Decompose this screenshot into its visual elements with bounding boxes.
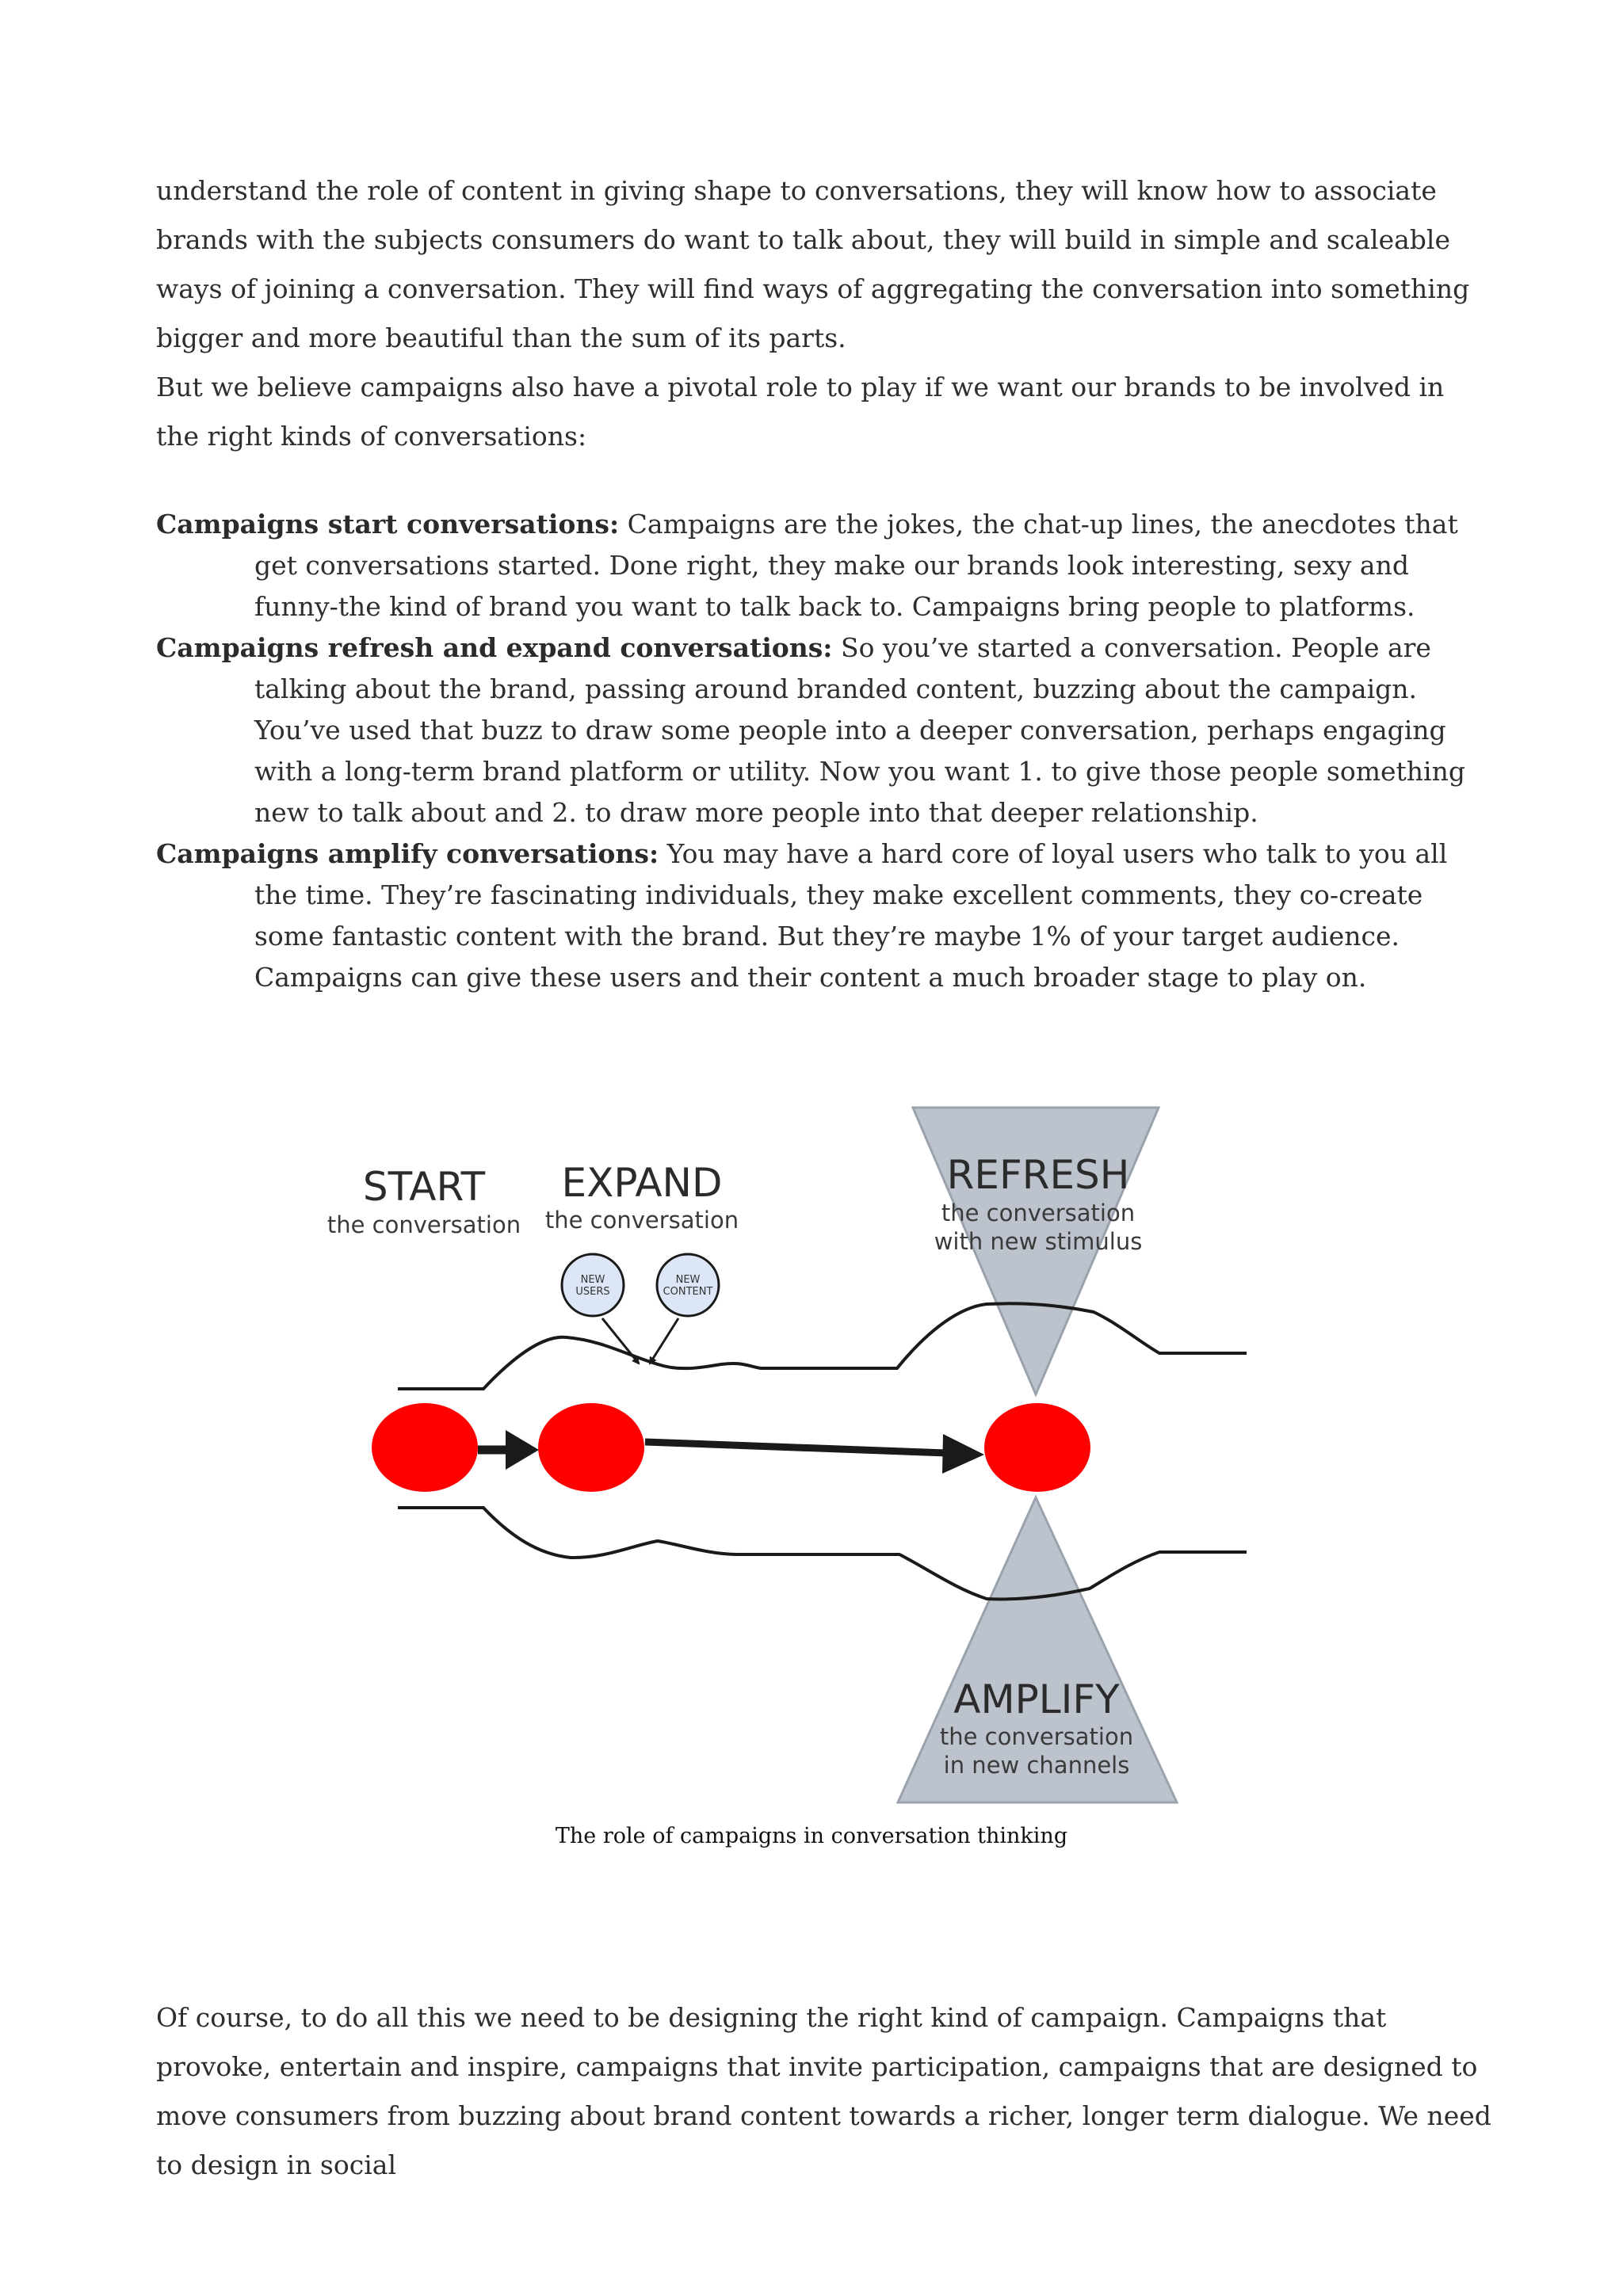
refresh-subtitle-2: with new stimulus <box>934 1228 1143 1255</box>
intro-paragraph-2: But we believe campaigns also have a pivotal role to play if we want our brands to be involved in the right kinds of conversations: <box>156 372 1445 452</box>
refresh-subtitle-1: the conversation <box>941 1199 1136 1226</box>
start-subtitle: the conversation <box>327 1211 521 1238</box>
new-users-label-1: NEW <box>580 1274 605 1286</box>
expand-to-refresh-arrow-line <box>645 1442 947 1453</box>
figure-caption: The role of campaigns in conversation thinking <box>555 1824 1068 1848</box>
amplify-subtitle-2: in new channels <box>943 1752 1130 1779</box>
diagram-svg <box>309 1070 1316 1806</box>
refresh-title: REFRESH <box>946 1152 1130 1198</box>
intro-text <box>156 166 1487 461</box>
list-item-heading: Campaigns refresh and expand conversations: <box>156 632 833 663</box>
new-content-label-2: CONTENT <box>663 1286 713 1298</box>
expand-dot <box>538 1403 644 1492</box>
intro-paragraph-1: understand the role of content in giving shape to conversations, they will know how to associate brands with the subjects consumers do want to talk about, they will build in simple and scaleable ways of joining a conversation. They will find ways of aggregating the conversation into something bigger and more beautiful than the sum of its parts. <box>156 175 1470 353</box>
conversation-diagram <box>309 1070 1316 1806</box>
new-users-arrow <box>602 1318 639 1363</box>
refresh-dot <box>984 1403 1090 1492</box>
list-item-text: Campaigns are the jokes, the chat-up lines, the anecdotes that get conversations started. Done right, they make our brands look interesting, sexy and funny-the kind of brand you want to talk back to. Campaigns bring people to platforms. <box>254 509 1458 622</box>
amplify-title: AMPLIFY <box>953 1676 1120 1722</box>
campaign-roles-list <box>156 504 1487 998</box>
amplify-subtitle-1: the conversation <box>939 1723 1134 1750</box>
outro-paragraph: Of course, to do all this we need to be designing the right kind of campaign. Campaigns that provoke, entertain and inspire, campaigns that invite participation, campaigns that are designed to move consumers from buzzing about brand content towards a richer, longer term dialogue. We need to design in social <box>156 2002 1491 2180</box>
list-item-text: You may have a hard core of loyal users who talk to you all the time. They’re fascinating individuals, they make excellent comments, they co-create some fantastic content with the brand. But they’re maybe 1% of your target audience. Campaigns can give these users and their content a much broader stage to play on. <box>254 838 1448 993</box>
expand-title: EXPAND <box>561 1160 723 1206</box>
list-item-amplify <box>156 833 1487 998</box>
bottom-boundary-line <box>398 1508 1247 1599</box>
expand-to-refresh-arrowhead <box>942 1434 984 1474</box>
start-to-expand-arrowhead <box>506 1430 539 1470</box>
start-dot <box>372 1403 478 1492</box>
new-users-label-2: USERS <box>575 1286 610 1298</box>
list-item-text: So you’ve started a conversation. People are talking about the brand, passing around branded content, buzzing about the campaign. You’ve used that buzz to draw some people into a deeper conversation, perhaps engaging with a long-term brand platform or utility. Now you want 1. to give those people something new to talk about and 2. to draw more people into that deeper relationship. <box>254 632 1465 828</box>
list-item-heading: Campaigns start conversations: <box>156 509 620 540</box>
list-item-start <box>156 504 1487 627</box>
expand-subtitle: the conversation <box>544 1207 739 1234</box>
new-content-label-1: NEW <box>675 1274 701 1286</box>
new-content-arrow <box>650 1318 678 1363</box>
list-item-heading: Campaigns amplify conversations: <box>156 838 659 869</box>
start-title: START <box>362 1164 486 1210</box>
list-item-refresh-expand <box>156 627 1487 833</box>
top-boundary-line <box>398 1303 1247 1389</box>
